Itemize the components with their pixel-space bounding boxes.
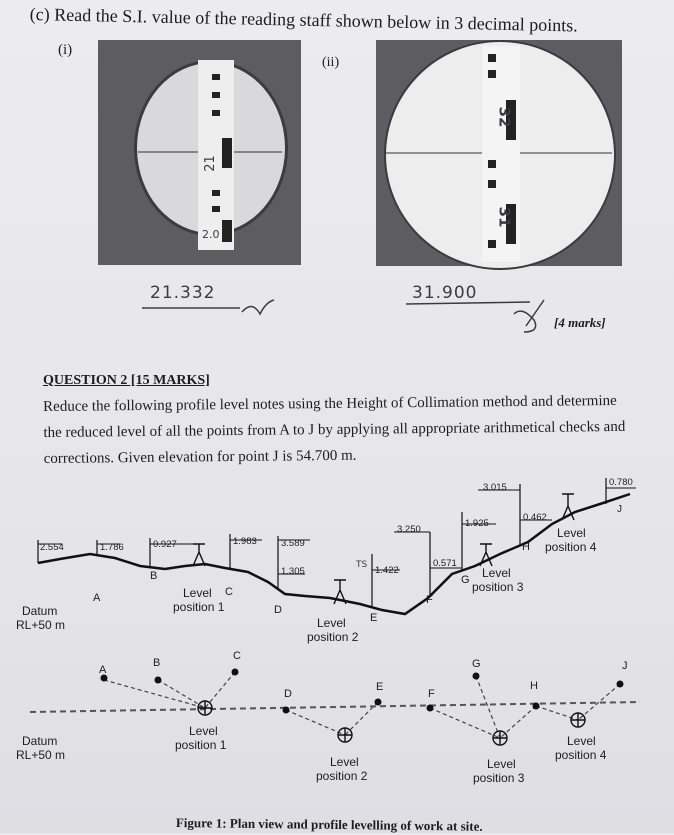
plan-point-j: J [622,660,628,672]
plan-point-h: H [530,680,538,692]
profile-point-e: E [370,612,378,624]
plan-level-3-word: Level [487,757,516,771]
plan-level-2-position: position 2 [316,769,368,783]
staff-i-drawing [98,40,301,265]
profile-level-4 [545,526,596,554]
profile-point-c: C [225,586,233,598]
label-i: (i) [58,42,73,58]
profile-level-1-word: Level [183,586,212,600]
profile-datum-word: Datum [22,604,58,618]
profile-level-3 [472,566,523,594]
plan-datum [16,734,65,762]
profile-level-4-position: position 4 [545,540,597,554]
plan-point-a: A [99,664,107,676]
plan-datum-word: Datum [22,734,58,748]
staff-view-ii [376,40,622,266]
profile-point-b: B [150,570,158,582]
profile-point-f: F [426,594,433,606]
plan-datum-rl: RL+50 m [16,748,66,762]
plan-point-e: E [376,681,384,693]
profile-level-2 [307,616,358,644]
staff-i-mark-upper: 21 [202,155,218,172]
plan-level-1-position: position 1 [175,738,227,752]
reading-4: 1.983 [233,536,257,547]
reading-1: 2.554 [40,542,64,553]
reading-7: 1.422 [375,565,399,576]
profile-level-1-position: position 1 [173,600,225,614]
plan-level-3-position: position 3 [473,771,525,785]
reading-5: 3.589 [281,538,305,549]
label-ii: (ii) [322,55,340,70]
profile-point-a: A [93,592,101,604]
plan-point-g: G [472,658,481,670]
plan-level-2 [316,755,367,783]
plan-level-1 [175,724,226,752]
plan-level-1-word: Level [189,724,218,738]
profile-point-h: H [522,541,530,553]
staff-ii-drawing [376,40,622,266]
staff-ii-mark-upper: 32 [495,106,514,128]
profile-level-3-position: position 3 [472,580,524,594]
reading-6: 1.305 [281,566,305,577]
plan-level-4-position: position 4 [555,748,607,762]
staff-ii-mark-lower: 31 [495,206,514,228]
profile-level-3-word: Level [482,566,511,580]
plan-point-c: C [233,650,241,662]
ts-annotation: TS [356,560,368,570]
reading-11: 3.015 [483,482,507,493]
question-2-title: QUESTION 2 [15 MARKS] [43,373,210,388]
profile-datum [16,604,65,632]
plan-level-3 [473,757,524,785]
plan-level-4-word: Level [567,734,596,748]
answer-i: 21.332 [150,283,216,303]
profile-point-j: J [617,504,622,515]
reading-10: 1.925 [465,518,489,529]
profile-datum-rl: RL+50 m [16,618,66,632]
reading-2: 1.786 [100,542,124,553]
profile-level-2-position: position 2 [307,630,359,644]
profile-level-4-word: Level [557,526,586,540]
figure-caption: Figure 1: Plan view and profile levelling of work at site. [175,815,483,834]
reading-3: 0.927 [153,539,177,550]
answer-ii: 31.900 [412,283,478,303]
reading-8: 3.250 [397,524,421,535]
profile-point-d: D [274,604,282,616]
reading-9: 0.571 [433,558,457,569]
plan-point-b: B [153,657,161,669]
plan-point-d: D [284,688,292,700]
plan-level-2-word: Level [330,755,359,769]
reading-13: 0.780 [609,477,633,488]
profile-level-1 [173,586,224,614]
staff-view-i [98,40,301,265]
profile-level-2-word: Level [317,616,346,630]
reading-12: 0.462 [523,512,547,523]
plan-level-4 [555,734,606,762]
part-c-heading: (c) Read the S.I. value of the reading staff shown below in 3 decimal points. [29,4,578,36]
staff-i-mark-lower: 2.0 [202,228,220,241]
question-2-body: Reduce the following profile level notes using the Height of Collimation method and determine the reduced level of all the points from A to J by applying all appropriate arithmetical checks and corrections. Given elevation for point J is 54.700 m. [43,392,626,467]
plan-point-f: F [428,688,435,700]
answer-ii-mark [404,296,564,340]
answer-i-underline [140,298,280,322]
part-c-marks: [4 marks] [554,315,606,330]
profile-point-g: G [461,574,470,586]
